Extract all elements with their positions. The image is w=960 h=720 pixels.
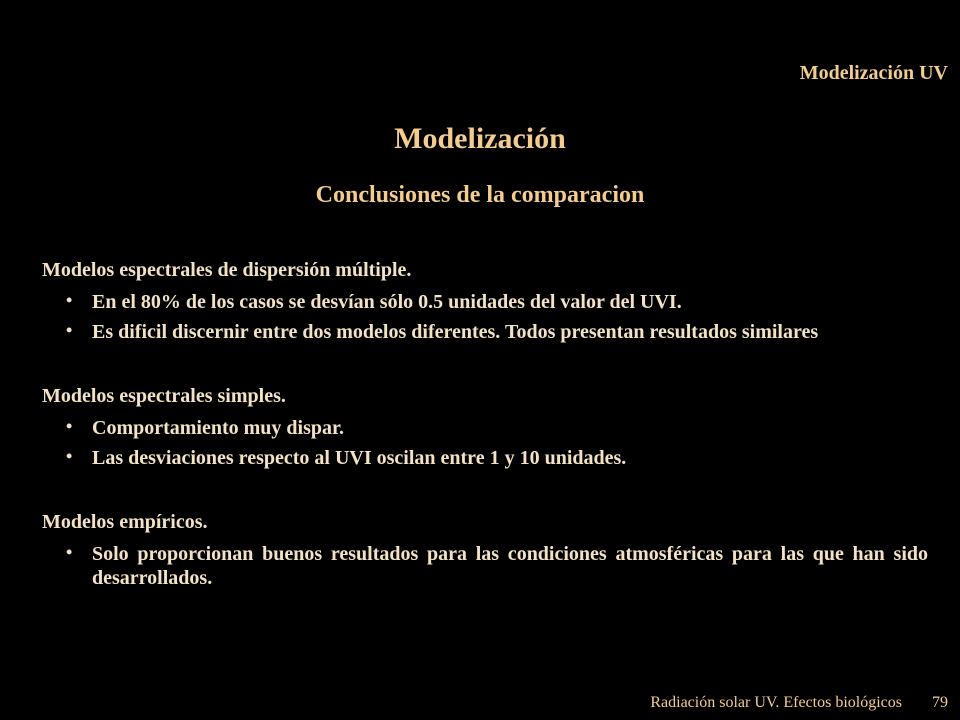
footer-text: Radiación solar UV. Efectos biológicos — [650, 694, 902, 711]
section-header-label: Modelización UV — [799, 62, 948, 84]
section-simple-models — [42, 384, 928, 470]
bullet-icon: • — [66, 542, 73, 562]
bullet-icon: • — [66, 416, 73, 436]
bullet-text: Solo proporcionan buenos resultados para las condiciones atmosféricas para las que han sido desarrollados. — [92, 543, 928, 589]
bullet-item — [42, 290, 928, 314]
section-heading: Modelos espectrales simples. — [42, 385, 286, 407]
slide-subtitle: Conclusiones de la comparacion — [315, 182, 645, 208]
bullet-list — [42, 542, 928, 590]
section-empirical-models — [42, 510, 928, 590]
bullet-text: Las desviaciones respecto al UVI oscilan entre 1 y 10 unidades. — [92, 447, 627, 469]
bullet-item — [42, 446, 928, 470]
bullet-icon: • — [66, 446, 73, 466]
slide-body — [42, 258, 928, 630]
bullet-list — [42, 416, 928, 470]
bullet-text: Comportamiento muy dispar. — [92, 417, 345, 439]
bullet-text: En el 80% de los casos se desvían sólo 0.5 unidades del valor del UVI. — [92, 291, 682, 313]
bullet-item — [42, 416, 928, 440]
slide-title: Modelización — [394, 122, 566, 155]
section-heading: Modelos espectrales de dispersión múltiple. — [42, 259, 412, 281]
bullet-list — [42, 290, 928, 344]
section-multiple-scattering — [42, 258, 928, 344]
bullet-text: Es dificil discernir entre dos modelos diferentes. Todos presentan resultados similares — [92, 321, 819, 343]
bullet-item — [42, 320, 928, 344]
section-heading: Modelos empíricos. — [42, 511, 208, 533]
bullet-icon: • — [66, 290, 73, 310]
bullet-icon: • — [66, 320, 73, 340]
bullet-item — [42, 542, 928, 590]
page-number: 79 — [932, 694, 948, 711]
